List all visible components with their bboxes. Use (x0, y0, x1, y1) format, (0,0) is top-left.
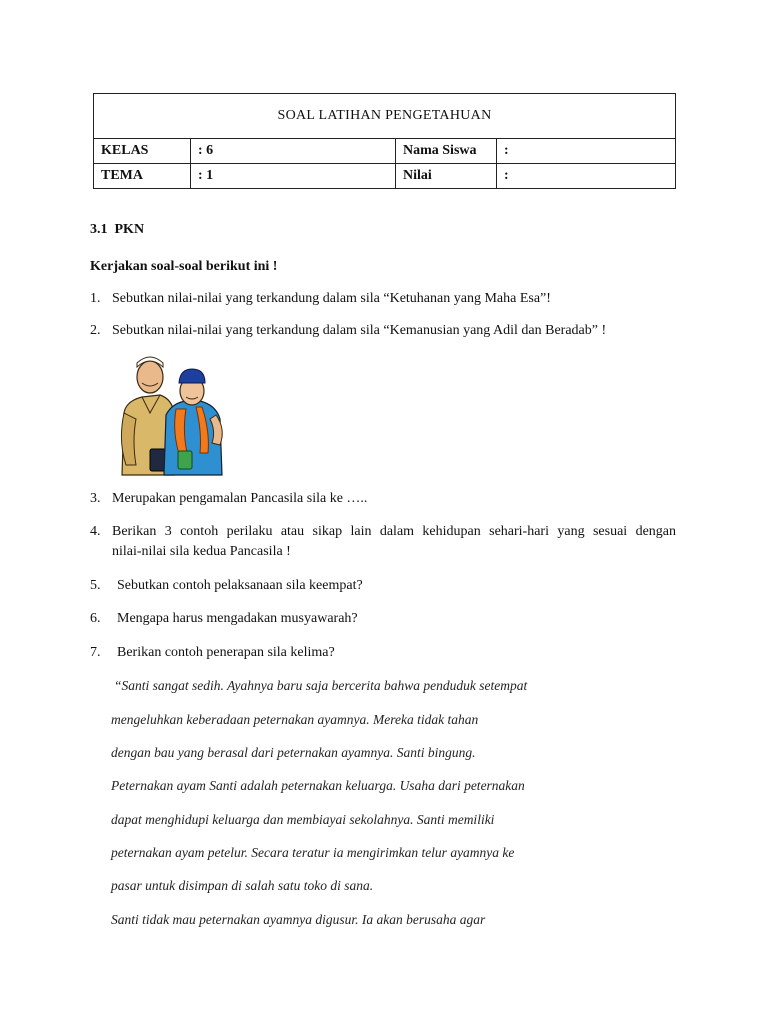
story-line: Santi tidak mau peternakan ayamnya digusur. Ia akan berusaha agar (111, 912, 486, 927)
question-text: Sebutkan nilai-nilai yang terkandung dalam sila “Kemanusian yang Adil dan Beradab” ! (112, 323, 607, 338)
question-number: 2. (90, 323, 101, 338)
question-number: 4. (90, 524, 101, 539)
section-title: PKN (114, 222, 145, 237)
question-text: Berikan contoh penerapan sila kelima? (117, 645, 335, 660)
story-line: dapat menghidupi keluarga dan membiayai sekolahnya. Santi memiliki (111, 812, 495, 827)
question-text: Berikan 3 contoh perilaku atau sikap lain dalam kehidupan sehari-hari yang sesuai dengan (112, 524, 676, 539)
table-row (94, 139, 676, 164)
story-line: peternakan ayam petelur. Secara teratur ia mengirimkan telur ayamnya ke (111, 845, 515, 860)
tema-label: TEMA (94, 164, 191, 189)
question-number: 1. (90, 291, 101, 306)
question-text: Sebutkan nilai-nilai yang terkandung dalam sila “Ketuhanan yang Maha Esa”! (112, 291, 551, 306)
question-number: 7. (90, 645, 101, 660)
tema-value: : 1 (191, 164, 396, 189)
story-line: mengeluhkan keberadaan peternakan ayamnya. Mereka tidak tahan (111, 712, 479, 727)
question-number: 3. (90, 491, 101, 506)
question-text: nilai-nilai sila kedua Pancasila ! (112, 544, 291, 559)
story-line: “Santi sangat sedih. Ayahnya baru saja bercerita bahwa penduduk setempat (114, 678, 528, 693)
nama-siswa-label: Nama Siswa (396, 139, 497, 164)
table-row (94, 164, 676, 189)
nilai-value: : (497, 164, 676, 189)
story-line: pasar untuk disimpan di salah satu toko di sana. (111, 878, 374, 893)
header-table (93, 93, 676, 189)
question-text: Sebutkan contoh pelaksanaan sila keempat? (117, 578, 363, 593)
instruction: Kerjakan soal-soal berikut ini ! (90, 259, 278, 274)
kelas-value: : 6 (191, 139, 396, 164)
students-illustration (116, 353, 228, 479)
question-number: 6. (90, 611, 101, 626)
nilai-label: Nilai (396, 164, 497, 189)
nama-siswa-value: : (497, 139, 676, 164)
story-line: Peternakan ayam Santi adalah peternakan keluarga. Usaha dari peternakan (111, 778, 525, 793)
section-number: 3.1 (90, 222, 108, 237)
question-number: 5. (90, 578, 101, 593)
story-line: dengan bau yang berasal dari peternakan ayamnya. Santi bingung. (111, 745, 476, 760)
kelas-label: KELAS (94, 139, 191, 164)
question-text: Mengapa harus mengadakan musyawarah? (117, 611, 358, 626)
question-text: Merupakan pengamalan Pancasila sila ke ….. (112, 491, 368, 506)
worksheet-title: SOAL LATIHAN PENGETAHUAN (94, 94, 676, 139)
section-heading (90, 221, 144, 239)
